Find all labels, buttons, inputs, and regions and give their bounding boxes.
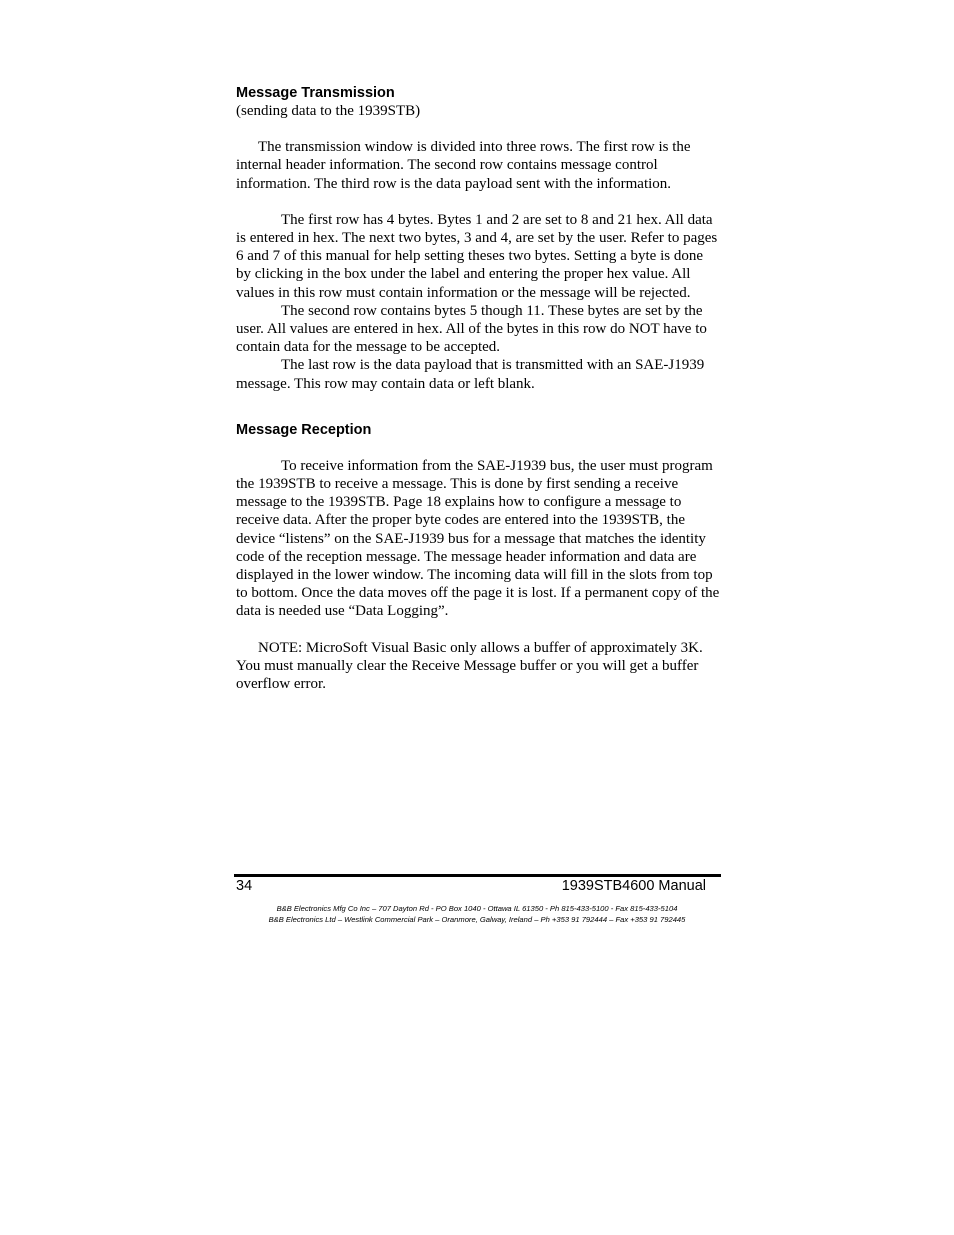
transmission-subheading: (sending data to the 1939STB) bbox=[236, 103, 421, 119]
footer-address bbox=[236, 904, 718, 925]
page-body bbox=[236, 84, 720, 693]
spacer bbox=[236, 193, 720, 211]
address-us: B&B Electronics Mfg Co Inc – 707 Dayton Rd - PO Box 1040 - Ottawa IL 61350 - Ph 815-433-5100 - Fax 815-433-5104 bbox=[276, 904, 678, 913]
transmission-row2-paragraph: The second row contains bytes 5 though 11. These bytes are set by the user. All values are entered in hex. All of the bytes in this row do NOT have to contain data for the message to be accepted. bbox=[236, 302, 707, 356]
reception-heading: Message Reception bbox=[236, 421, 372, 438]
reception-body: To receive information from the SAE-J1939 bus, the user must program the 1939STB to receive a message. This is done by first sending a receive message to the 1939STB. Page 18 explains how to configure a message to receive data. After the proper byte codes are entered into the 1939STB, the device “listens” on the SAE-J1939 bus for a message that matches the identity code of the reception message. The message header information and data are displayed in the lower window. The incoming data will fill in the slots from top to bottom. Once the data moves off the page it is lost. If a permanent copy of the data is needed use “Data Logging”. bbox=[236, 457, 720, 620]
manual-title: 1939STB4600 Manual bbox=[561, 878, 706, 894]
transmission-intro: The transmission window is divided into three rows. The first row is the internal header information. The second row contains message control information. The third row is the data payload sent with the information. bbox=[236, 139, 691, 192]
address-ireland: B&B Electronics Ltd – Westlink Commercial Park – Oranmore, Galway, Ireland – Ph +353 91 792444 – Fax +353 91 792445 bbox=[268, 914, 686, 924]
transmission-heading: Message Transmission bbox=[236, 85, 395, 101]
spacer bbox=[236, 411, 720, 421]
transmission-row3-paragraph: The last row is the data payload that is transmitted with an SAE-J1939 message. This row may contain data or left blank. bbox=[236, 357, 705, 392]
footer bbox=[236, 877, 706, 895]
spacer bbox=[236, 393, 720, 411]
spacer bbox=[236, 621, 720, 639]
spacer bbox=[236, 120, 720, 138]
spacer bbox=[236, 439, 720, 457]
reception-note: NOTE: MicroSoft Visual Basic only allows a buffer of approximately 3K. You must manually clear the Receive Message buffer or you will get a buffer overflow error. bbox=[236, 639, 703, 693]
page-number: 34 bbox=[236, 878, 253, 894]
transmission-row1-paragraph: The first row has 4 bytes. Bytes 1 and 2 are set to 8 and 21 hex. All data is entered in hex. The next two bytes, 3 and 4, are set by the user. Refer to pages 6 and 7 of this manual for help setting theses two bytes. Setting a byte is done by clicking in the box under the label and entering the proper hex value. All values in this row must contain information or the message will be rejected. bbox=[236, 211, 718, 301]
